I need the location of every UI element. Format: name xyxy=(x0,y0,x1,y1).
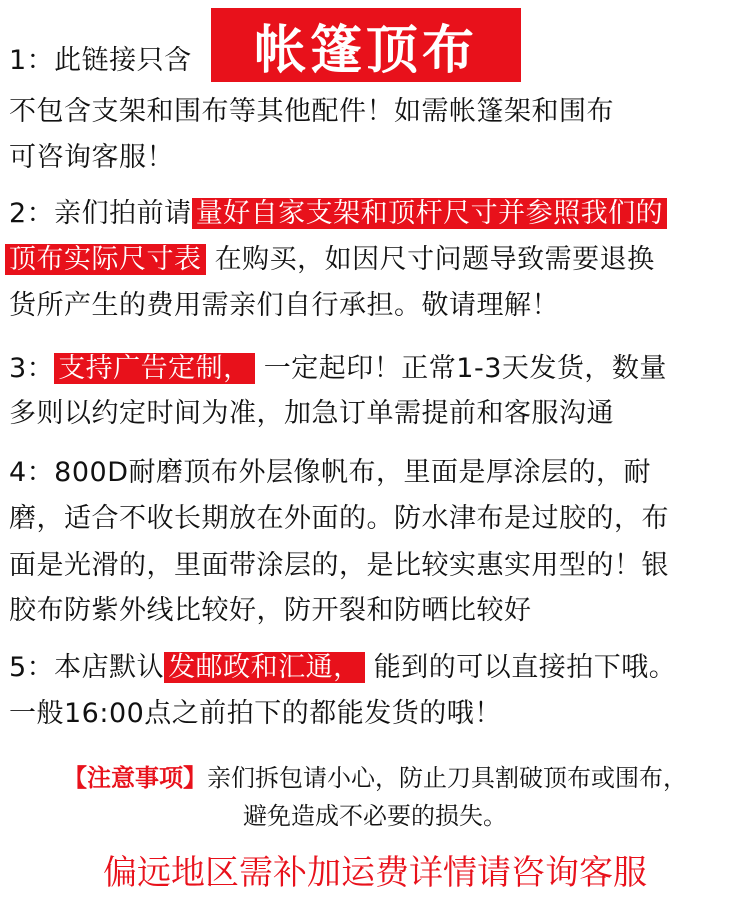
item3-highlight: 支持广告定制， xyxy=(54,353,255,384)
item4-line3: 面是光滑的，里面带涂层的，是比较实惠实用型的！银 xyxy=(9,550,669,581)
item5-prefix: 5：本店默认 xyxy=(9,652,165,683)
item4-line1: 4：800D耐磨顶布外层像帆布，里面是厚涂层的，耐 xyxy=(9,457,652,488)
item2-highlight2: 顶布实际尺寸表 xyxy=(5,244,206,275)
item5-suffix: 能到的可以直接拍下哦。 xyxy=(373,652,677,683)
item1-line2: 不包含支架和围布等其他配件！如需帐篷架和围布 xyxy=(9,96,614,127)
product-title-highlight: 帐篷顶布 xyxy=(211,8,521,82)
item4-line2: 磨，适合不收长期放在外面的。防水津布是过胶的，布 xyxy=(9,503,669,534)
item3-line2: 多则以约定时间为准，加急订单需提前和客服沟通 xyxy=(9,398,614,429)
remote-area-footer: 偏远地区需补加运费详情请咨询客服 xyxy=(103,853,647,893)
notice-text1: 亲们拆包请小心，防止刀具割破顶布或围布， xyxy=(207,764,687,792)
item2-highlight1: 量好自家支架和顶杆尺寸并参照我们的 xyxy=(192,198,668,229)
item2-line1 xyxy=(9,196,667,232)
item1-line3: 可咨询客服！ xyxy=(9,142,174,173)
notice-line2: 避免造成不必要的损失。 xyxy=(243,802,507,830)
item1-prefix: 1：此链接只含 xyxy=(9,45,192,76)
notice-line1 xyxy=(0,762,750,794)
item2-prefix: 2：亲们拍前请 xyxy=(9,198,192,229)
item5-line1 xyxy=(9,650,676,686)
notice-label: 【注意事项】 xyxy=(63,764,207,792)
item2-line3: 货所产生的费用需亲们自行承担。敬请理解！ xyxy=(9,290,559,321)
item3-line1 xyxy=(9,351,667,387)
item3-prefix: 3： xyxy=(9,353,55,384)
item5-highlight: 发邮政和汇通， xyxy=(164,652,365,683)
item2-line2-suffix: 在购买，如因尺寸问题导致需要退换 xyxy=(214,244,655,275)
item5-line2: 一般16:00点之前拍下的都能发货的哦！ xyxy=(9,698,502,729)
item4-line4: 胶布防紫外线比较好，防开裂和防晒比较好 xyxy=(9,595,532,626)
item2-line2 xyxy=(5,242,655,278)
item3-suffix: 一定起印！正常1-3天发货，数量 xyxy=(263,353,667,384)
